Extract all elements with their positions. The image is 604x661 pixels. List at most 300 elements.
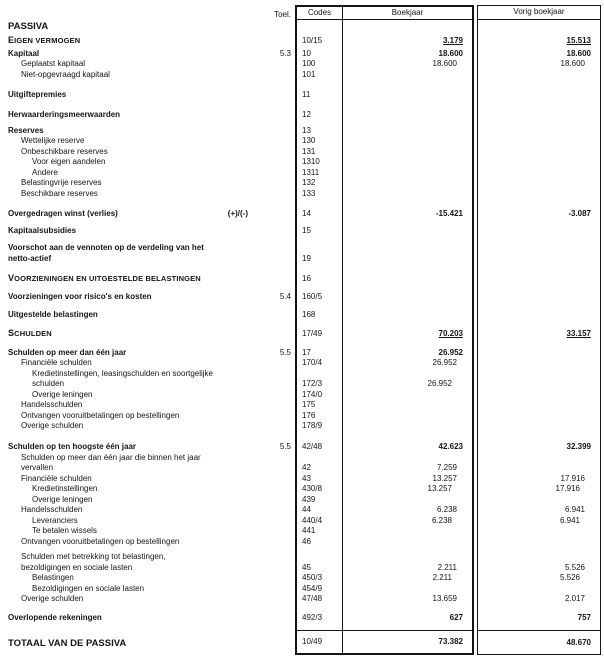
row-vorig-boekjaar <box>477 136 601 147</box>
row-label-cell <box>0 168 268 179</box>
row-toel <box>268 474 295 485</box>
row-label: Schulden op ten hoogste één jaar <box>8 442 137 451</box>
row-label: Kredietinstellingen, leasingschulden en soortgelijke <box>32 368 214 378</box>
table-row <box>0 70 604 81</box>
row-vorig-boekjaar <box>477 495 601 506</box>
table-row <box>0 605 604 630</box>
col-header-toel: Toel. <box>274 9 291 19</box>
row-label-cell <box>0 157 268 168</box>
row-label: Andere <box>32 167 58 177</box>
row-vorig-boekjaar <box>477 453 601 474</box>
row-vorig-boekjaar <box>477 537 601 548</box>
row-label-cell <box>0 594 268 605</box>
row-boekjaar: 627 <box>342 605 474 630</box>
row-boekjaar: 26.952 <box>342 358 474 369</box>
row-vorig-boekjaar <box>477 178 601 189</box>
row-label-line1 <box>32 495 268 506</box>
row-vorig-boekjaar <box>477 358 601 369</box>
row-boekjaar <box>342 284 474 302</box>
row-boekjaar <box>342 100 474 120</box>
row-label: Voor eigen aandelen <box>32 157 106 166</box>
row-label-line1 <box>21 178 268 189</box>
row-code: 47/48 <box>295 594 342 605</box>
row-boekjaar: 7.259 <box>342 453 474 474</box>
table-row <box>0 474 604 485</box>
row-label: Kredietinstellingen <box>32 484 98 493</box>
row-vorig-boekjaar: 5.526 <box>477 547 601 573</box>
row-label-cell <box>0 70 268 81</box>
row-boekjaar <box>342 178 474 189</box>
table-row <box>0 526 604 537</box>
row-code: 10 <box>295 46 342 59</box>
row-toel: 5.4 <box>279 291 291 301</box>
row-code: 13 <box>295 120 342 136</box>
table-row <box>0 453 604 474</box>
row-label-line2 <box>21 463 268 474</box>
row-label-cell <box>0 302 268 320</box>
row-vorig-boekjaar <box>477 219 601 236</box>
row-boekjaar <box>342 189 474 200</box>
row-label-line1 <box>8 90 268 101</box>
row-boekjaar <box>342 411 474 422</box>
row-label: Handelsschulden <box>21 400 83 409</box>
row-code: 43 <box>295 474 342 485</box>
row-label: Belastingvrije reserves <box>21 178 102 187</box>
table-row <box>0 505 604 516</box>
row-boekjaar <box>342 584 474 595</box>
row-label: Ontvangen vooruitbetalingen op bestellingen <box>21 410 180 420</box>
row-label-cell <box>0 400 268 411</box>
row-label: EIGEN VERMOGEN <box>8 34 81 45</box>
row-label-line1 <box>8 243 268 254</box>
row-toel <box>268 400 295 411</box>
row-label: Financiële schulden <box>21 473 92 483</box>
row-label-line1 <box>32 168 268 179</box>
row-toel <box>268 219 295 236</box>
row-toel <box>268 526 295 537</box>
row-vorig-boekjaar <box>477 100 601 120</box>
row-label-cell <box>0 32 268 46</box>
row-label: Bezoldigingen en sociale lasten <box>32 583 145 593</box>
row-label-line1 <box>8 310 268 321</box>
row-toel <box>268 199 295 219</box>
row-label: Voorschot aan de vennoten op de verdeling van het <box>8 243 204 252</box>
row-label: Ontvangen vooruitbetalingen op bestellingen <box>21 536 180 546</box>
row-label-cell <box>0 147 268 158</box>
row-label-line1 <box>32 526 268 537</box>
row-boekjaar <box>342 390 474 401</box>
row-label-cell <box>0 573 268 584</box>
row-code: 10/49 <box>295 630 342 655</box>
row-vorig-boekjaar: 6.941 <box>477 505 601 516</box>
row-vorig-boekjaar <box>477 157 601 168</box>
row-boekjaar: 2.211 <box>342 547 474 573</box>
row-label-line1 <box>8 22 268 33</box>
row-label-line1 <box>8 613 268 624</box>
row-vorig-boekjaar <box>477 526 601 537</box>
row-label-line1 <box>8 35 268 47</box>
table-row <box>0 537 604 548</box>
row-boekjaar <box>342 136 474 147</box>
row-code: 440/4 <box>295 516 342 527</box>
table-row <box>0 100 604 120</box>
row-label-line1 <box>21 147 268 158</box>
row-label-line1 <box>32 369 268 380</box>
row-vorig-boekjaar <box>477 421 601 432</box>
row-label-cell <box>0 120 268 136</box>
row-vorig-boekjaar <box>477 20 601 32</box>
row-label: Beschikbare reserves <box>21 188 98 198</box>
table-row <box>0 46 604 59</box>
row-code: 170/4 <box>295 358 342 369</box>
row-label: Overige leningen <box>32 389 93 399</box>
row-vorig-boekjaar <box>477 284 601 302</box>
row-boekjaar: 26.952 <box>342 339 474 358</box>
row-label: Overlopende rekeningen <box>8 613 102 622</box>
row-toel <box>268 70 295 81</box>
row-code: 17 <box>295 339 342 358</box>
row-label-line1 <box>32 390 268 401</box>
row-vorig-boekjaar: 17.916 <box>477 484 601 495</box>
row-code: 176 <box>295 411 342 422</box>
row-label-cell <box>0 46 268 59</box>
table-row <box>0 516 604 527</box>
table-row <box>0 147 604 158</box>
row-label-cell <box>0 236 268 264</box>
row-toel <box>268 20 295 32</box>
row-label: Te betalen wissels <box>32 526 97 535</box>
row-boekjaar <box>342 495 474 506</box>
row-label: Kapitaalsubsidies <box>8 225 77 235</box>
row-boekjaar: 26.952 <box>342 369 474 390</box>
row-label: Kapitaal <box>8 48 40 58</box>
row-label-cell <box>0 136 268 147</box>
row-label: Onbeschikbare reserves <box>21 146 108 156</box>
row-boekjaar: 13.659 <box>342 594 474 605</box>
table-row <box>0 573 604 584</box>
row-label: Schulden op meer dan één jaar <box>8 347 127 357</box>
row-label-line1 <box>21 411 268 422</box>
table-row <box>0 400 604 411</box>
row-vorig-boekjaar <box>477 189 601 200</box>
row-code: 130 <box>295 136 342 147</box>
row-vorig-boekjaar: 48.670 <box>477 630 601 655</box>
col-header-boekjaar: Boekjaar <box>342 5 474 20</box>
row-code: 12 <box>295 100 342 120</box>
table-row <box>0 630 604 655</box>
table-row <box>0 219 604 236</box>
row-label2: vervallen <box>21 463 54 472</box>
row-vorig-boekjaar: 17.916 <box>477 474 601 485</box>
table-row <box>0 432 604 453</box>
row-label-cell <box>0 59 268 70</box>
row-label-line1 <box>8 348 268 359</box>
row-code: 168 <box>295 302 342 320</box>
row-label-cell <box>0 178 268 189</box>
row-label: Schulden op meer dan één jaar die binnen het jaar <box>21 452 201 462</box>
row-vorig-boekjaar <box>477 80 601 100</box>
table-row <box>0 594 604 605</box>
row-boekjaar <box>342 219 474 236</box>
row-code: 16 <box>295 264 342 284</box>
row-label-line1 <box>8 126 268 137</box>
row-code: 14 <box>295 199 342 219</box>
row-vorig-boekjaar <box>477 411 601 422</box>
row-label-cell <box>0 264 268 284</box>
row-boekjaar: 70.203 <box>342 320 474 339</box>
row-label-cell <box>0 20 268 32</box>
row-label2: netto-actief <box>8 253 52 263</box>
row-code: 100 <box>295 59 342 70</box>
row-toel <box>268 505 295 516</box>
row-label-cell <box>0 474 268 485</box>
row-boekjaar: 18.600 <box>342 46 474 59</box>
table-row <box>0 547 604 573</box>
row-label-cell <box>0 453 268 474</box>
row-label-cell <box>0 526 268 537</box>
row-code: 160/5 <box>295 284 342 302</box>
row-boekjaar <box>342 70 474 81</box>
row-label-line2 <box>21 563 268 574</box>
row-label: Uitgestelde belastingen <box>8 309 98 319</box>
row-toel: 5.5 <box>279 442 291 451</box>
row-label: Overgedragen winst (verlies) <box>8 208 118 218</box>
row-label-line1 <box>32 157 268 168</box>
row-label-cell <box>0 100 268 120</box>
table-row <box>0 320 604 339</box>
table-row <box>0 264 604 284</box>
table-row <box>0 20 604 32</box>
row-label-line1 <box>21 537 268 548</box>
row-vorig-boekjaar: 6.941 <box>477 516 601 527</box>
col-header-vorig-boekjaar: Vorig boekjaar <box>477 5 601 20</box>
row-label-line1 <box>21 136 268 147</box>
row-vorig-boekjaar: 5.526 <box>477 573 601 584</box>
row-label: Herwaarderingsmeerwaarden <box>8 109 121 119</box>
row-boekjaar <box>342 236 474 264</box>
row-label-line1 <box>21 70 268 81</box>
row-label-line1 <box>32 573 268 584</box>
row-boekjaar <box>342 526 474 537</box>
row-label-line1 <box>32 516 268 527</box>
row-label: Schulden met betrekking tot belastingen, <box>21 552 166 561</box>
row-label-cell <box>0 219 268 236</box>
row-vorig-boekjaar <box>477 120 601 136</box>
row-label-line1 <box>32 484 268 495</box>
row-label-cell <box>0 630 268 655</box>
row-vorig-boekjaar: 15.513 <box>477 32 601 46</box>
row-toel <box>268 390 295 401</box>
row-label: Financiële schulden <box>21 358 92 367</box>
table-row <box>0 584 604 595</box>
row-label-line1 <box>8 292 268 303</box>
row-label: Wettelijke reserve <box>21 136 85 145</box>
row-label-line1 <box>21 594 268 605</box>
row-toel <box>268 516 295 527</box>
row-label-cell <box>0 339 268 358</box>
row-label: Leveranciers <box>32 515 78 525</box>
row-label-cell <box>0 484 268 495</box>
row-label: Niet-opgevraagd kapitaal <box>21 69 110 79</box>
row-code: 1311 <box>295 168 342 179</box>
row-label-line1 <box>8 110 268 121</box>
row-toel <box>268 537 295 548</box>
row-vorig-boekjaar: 32.399 <box>477 432 601 453</box>
row-code: 132 <box>295 178 342 189</box>
row-label-line1 <box>21 552 268 563</box>
row-code: 45 <box>295 547 342 573</box>
row-boekjaar: 2.211 <box>342 573 474 584</box>
row-vorig-boekjaar <box>477 264 601 284</box>
row-sign: (+)/(-) <box>227 208 248 218</box>
row-vorig-boekjaar <box>477 168 601 179</box>
row-boekjaar: 6.238 <box>342 516 474 527</box>
row-boekjaar: 13.257 <box>342 474 474 485</box>
row-code: 17/49 <box>295 320 342 339</box>
row-code: 46 <box>295 537 342 548</box>
row-code: 441 <box>295 526 342 537</box>
row-boekjaar: 73.382 <box>342 630 474 655</box>
row-label: Voorzieningen voor risico's en kosten <box>8 291 152 301</box>
table-row <box>0 284 604 302</box>
table-row <box>0 236 604 264</box>
row-boekjaar <box>342 157 474 168</box>
row-toel <box>268 178 295 189</box>
table-row <box>0 59 604 70</box>
row-boekjaar: 3.179 <box>342 32 474 46</box>
row-label-cell <box>0 537 268 548</box>
row-boekjaar <box>342 302 474 320</box>
row-label: Overige schulden <box>21 594 84 603</box>
table-header-row <box>0 5 604 20</box>
table-row <box>0 168 604 179</box>
row-label: Overige schulden <box>21 421 84 430</box>
row-code: 492/3 <box>295 605 342 630</box>
row-code: 42/48 <box>295 432 342 453</box>
row-code: 44 <box>295 505 342 516</box>
row-label: Reserves <box>8 125 44 135</box>
table-row <box>0 484 604 495</box>
row-label: Handelsschulden <box>21 505 83 514</box>
row-label: Geplaatst kapitaal <box>21 59 86 68</box>
row-label-line1 <box>21 505 268 516</box>
row-toel <box>268 320 295 339</box>
row-boekjaar: 18.600 <box>342 59 474 70</box>
row-label-cell <box>0 605 268 630</box>
row-code: 101 <box>295 70 342 81</box>
row-vorig-boekjaar: 18.600 <box>477 59 601 70</box>
row-label-cell <box>0 411 268 422</box>
row-label-cell <box>0 390 268 401</box>
row-code: 15 <box>295 219 342 236</box>
table-row <box>0 369 604 390</box>
row-code: 19 <box>295 236 342 264</box>
row-code: 430/8 <box>295 484 342 495</box>
row-label-cell <box>0 80 268 100</box>
row-label-cell <box>0 284 268 302</box>
row-toel <box>268 147 295 158</box>
row-label: Belastingen <box>32 573 74 582</box>
row-code: 1310 <box>295 157 342 168</box>
row-label-line1 <box>21 421 268 432</box>
table-row <box>0 199 604 219</box>
row-toel <box>268 495 295 506</box>
table-row <box>0 411 604 422</box>
table-row <box>0 178 604 189</box>
row-toel <box>268 358 295 369</box>
row-toel <box>268 136 295 147</box>
table-row <box>0 189 604 200</box>
row-vorig-boekjaar: 2.017 <box>477 594 601 605</box>
row-boekjaar <box>342 147 474 158</box>
row-label2: schulden <box>32 379 65 388</box>
row-vorig-boekjaar <box>477 390 601 401</box>
header-spacer <box>0 5 268 20</box>
row-label-cell <box>0 358 268 369</box>
row-label: VOORZIENINGEN EN UITGESTELDE BELASTINGEN <box>8 272 201 283</box>
row-boekjaar <box>342 20 474 32</box>
row-boekjaar <box>342 168 474 179</box>
row-label-cell <box>0 421 268 432</box>
row-vorig-boekjaar: -3.087 <box>477 199 601 219</box>
table-row <box>0 390 604 401</box>
row-boekjaar: 6.238 <box>342 505 474 516</box>
row-toel <box>268 264 295 284</box>
row-toel <box>268 157 295 168</box>
row-toel <box>268 302 295 320</box>
row-toel <box>268 411 295 422</box>
row-vorig-boekjaar: 757 <box>477 605 601 630</box>
row-toel <box>268 236 295 264</box>
row-label-line1 <box>8 639 268 650</box>
row-label-line2 <box>8 254 268 265</box>
table-body <box>0 20 604 655</box>
row-boekjaar: 42.623 <box>342 432 474 453</box>
row-toel: 5.3 <box>279 48 291 58</box>
row-vorig-boekjaar: 18.600 <box>477 46 601 59</box>
row-toel <box>268 547 295 573</box>
col-header-codes: Codes <box>295 5 342 20</box>
row-toel <box>268 605 295 630</box>
row-label: PASSIVA <box>8 20 49 32</box>
row-boekjaar <box>342 80 474 100</box>
row-code: 172/3 <box>295 369 342 390</box>
table-row <box>0 120 604 136</box>
row-toel: 5.5 <box>279 347 291 357</box>
row-vorig-boekjaar <box>477 147 601 158</box>
row-code: 133 <box>295 189 342 200</box>
row-toel <box>268 168 295 179</box>
row-code: 454/9 <box>295 584 342 595</box>
table-row <box>0 80 604 100</box>
row-boekjaar: 13.257 <box>342 484 474 495</box>
row-label-cell <box>0 369 268 390</box>
row-code: 450/3 <box>295 573 342 584</box>
row-label-line1 <box>21 59 268 70</box>
row-label-cell <box>0 320 268 339</box>
row-label-cell <box>0 505 268 516</box>
table-row <box>0 136 604 147</box>
row-toel <box>268 484 295 495</box>
table-row <box>0 421 604 432</box>
row-boekjaar <box>342 400 474 411</box>
table-row <box>0 157 604 168</box>
row-toel <box>268 100 295 120</box>
row-code: 131 <box>295 147 342 158</box>
row-label-cell <box>0 189 268 200</box>
row-label-line1 <box>21 400 268 411</box>
row-vorig-boekjaar <box>477 400 601 411</box>
